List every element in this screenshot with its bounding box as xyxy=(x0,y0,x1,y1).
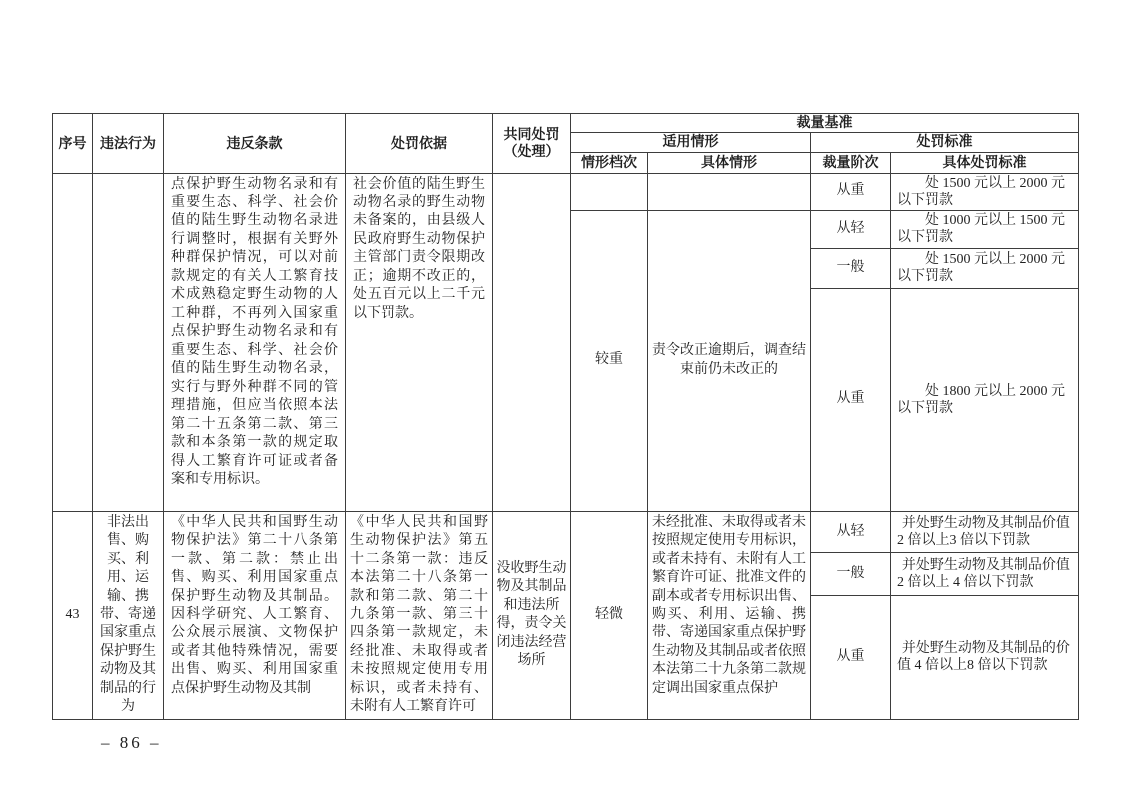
cell-cont-jutiqingxing: 责令改正逾期后，调查结束前仍未改正的 xyxy=(648,210,811,511)
cell-cont-xuhao xyxy=(53,173,93,511)
cell-cont-sub1-jutiqingxing xyxy=(648,173,811,210)
cell-43-weifantiaokuan: 《中华人民共和国野生动物保护法》第二十八条第一款、第二款：禁止出售、购买、利用国家重点保护野生动物及其制品。因科学研究、人工繁育、公众展示展演、文物保护或者其他特殊情况，需要出售、购买、利用国家重点保护野生动物及其制 xyxy=(164,511,346,719)
cell-cont-qingxingdangci: 较重 xyxy=(571,210,648,511)
col-header-qingxingdangci: 情形档次 xyxy=(571,152,648,173)
cell-cont-sub3-jieci: 一般 xyxy=(811,248,891,288)
col-header-chufabiaozhun: 处罚标准 xyxy=(811,132,1079,152)
cell-cont-gongtongchufa xyxy=(493,173,571,511)
col-header-jutichufabiaozhun: 具体处罚标准 xyxy=(891,152,1079,173)
col-header-cailiangjizhun: 裁量基准 xyxy=(571,114,1079,133)
col-header-cailiangjieci: 裁量阶次 xyxy=(811,152,891,173)
cell-cont-sub4-biaozhun: 处 1800 元以上 2000 元 以下罚款 xyxy=(891,288,1079,511)
cell-cont-sub1-jieci: 从重 xyxy=(811,173,891,210)
cell-43-sub2-biaozhun: 并处野生动物及其制品价值 2 倍以上 4 倍以下罚款 xyxy=(891,553,1079,595)
cell-43-sub2-jieci: 一般 xyxy=(811,553,891,595)
cell-cont-weifaxingwei xyxy=(93,173,164,511)
cell-cont-weifantiaokuan: 点保护野生动物名录和有重要生态、科学、社会价值的陆生野生动物名录进行调整时，根据有关野外种群保护情况，可以对前款规定的有关人工繁育技术成熟稳定野生动物的人工种群，不再列入国家重点保护野生动物名录和有重要生态、科学、社会价值的陆生野生动物名录，实行与野外种群不同的管理措施，但应当依照本法第二十五条第二款、第三款和本条第一款的规定取得人工繁育许可证或者备案和专用标识。 xyxy=(164,173,346,511)
cell-43-sub3-biaozhun: 并处野生动物及其制品的价值 4 倍以上8 倍以下罚款 xyxy=(891,595,1079,719)
cell-cont-sub4-jieci: 从重 xyxy=(811,288,891,511)
cell-43-jutiqingxing: 未经批准、未取得或者未按照规定使用专用标识，或者未持有、未附有人工繁育许可证、批准文件的副本或者专用标识出售、购买、利用、运输、携带、寄递国家重点保护野生动物及其制品或者依照本法第二十九条第二款规定调出国家重点保护 xyxy=(648,511,811,719)
col-header-weifaxingwei: 违法行为 xyxy=(93,114,164,174)
cell-43-sub1-biaozhun: 并处野生动物及其制品价值 2 倍以上3 倍以下罚款 xyxy=(891,511,1079,553)
col-header-xuhao: 序号 xyxy=(53,114,93,174)
cell-43-sub3-jieci: 从重 xyxy=(811,595,891,719)
page-number: – 86 – xyxy=(101,733,162,752)
col-header-weifantiaokuan: 违反条款 xyxy=(164,114,346,174)
cell-43-sub1-jieci: 从轻 xyxy=(811,511,891,553)
cell-cont-sub3-biaozhun: 处 1500 元以上 2000 元 以下罚款 xyxy=(891,248,1079,288)
cell-cont-sub1-biaozhun: 处 1500 元以上 2000 元 以下罚款 xyxy=(891,173,1079,210)
cell-43-chufayiju: 《中华人民共和国野生动物保护法》第五十二条第一款：违反本法第二十八条第一款和第二款、第二十九条第一款、第三十四条第一款规定，未经批准、未取得或者未按照规定使用专用标识，或者未持有、未附有人工繁育许可 xyxy=(346,511,493,719)
cell-cont-sub1-qingxingdangci xyxy=(571,173,648,210)
cell-43-qingxingdangci: 轻微 xyxy=(571,511,648,719)
col-header-jutiqingxing: 具体情形 xyxy=(648,152,811,173)
col-header-gongtongchufa: 共同处罚（处理） xyxy=(493,114,571,174)
penalty-discretion-table xyxy=(52,113,1079,720)
cell-cont-sub2-biaozhun: 处 1000 元以上 1500 元 以下罚款 xyxy=(891,210,1079,248)
cell-43-xuhao: 43 xyxy=(53,511,93,719)
col-header-chufayiju: 处罚依据 xyxy=(346,114,493,174)
cell-43-gongtongchufa: 没收野生动物及其制品和违法所得，责令关闭违法经营场所 xyxy=(493,511,571,719)
cell-43-weifaxingwei: 非法出售、购买、利用、运输、携带、寄递国家重点保护野生动物及其制品的行为 xyxy=(93,511,164,719)
cell-cont-sub2-jieci: 从轻 xyxy=(811,210,891,248)
cell-cont-chufayiju: 社会价值的陆生野生动物名录的野生动物未备案的，由县级人民政府野生动物保护主管部门责令限期改正；逾期不改正的，处五百元以上二千元以下罚款。 xyxy=(346,173,493,511)
col-header-shiyongqingxing: 适用情形 xyxy=(571,132,811,152)
